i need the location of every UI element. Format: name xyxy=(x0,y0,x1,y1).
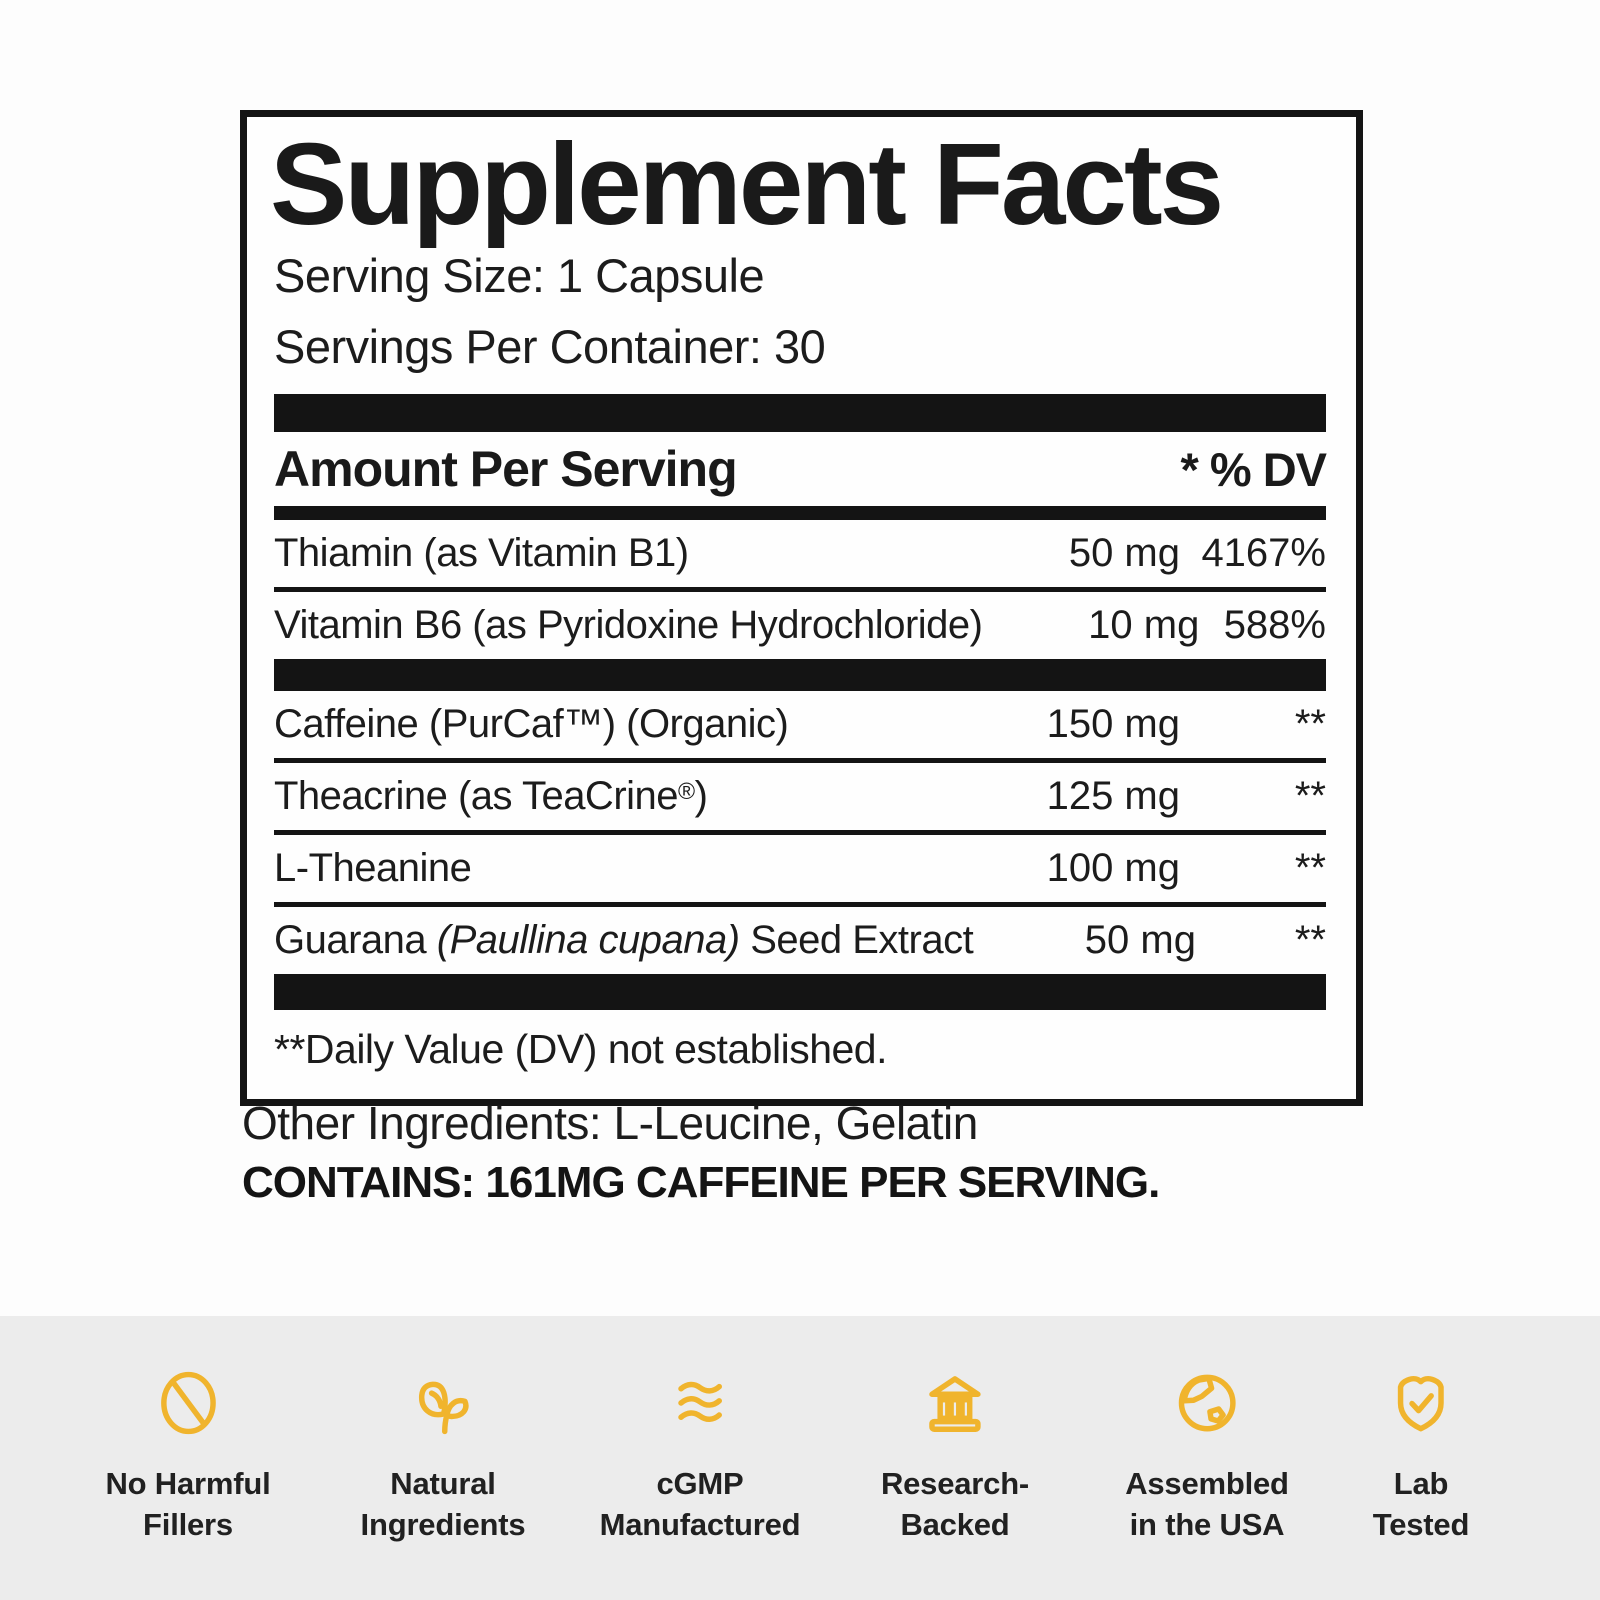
shield-check-icon xyxy=(1386,1368,1456,1438)
badge-label: Research- Backed xyxy=(880,1466,1030,1542)
nutrient-row xyxy=(274,587,1326,659)
nutrient-dv: ** xyxy=(1294,918,1326,963)
column-header-row xyxy=(274,432,1326,506)
section-divider-bar xyxy=(274,659,1326,691)
dv-footnote: **Daily Value (DV) not established. xyxy=(274,1026,887,1073)
panel-title: Supplement Facts xyxy=(270,119,1222,249)
dv-header: * % DV xyxy=(1180,442,1326,496)
serving-size: Serving Size: 1 Capsule xyxy=(274,249,765,303)
nutrient-dv: 588% xyxy=(1223,603,1326,648)
nutrient-amount: 125 mg xyxy=(1046,774,1180,819)
nutrient-row xyxy=(274,758,1326,830)
nutrient-name: Vitamin B6 (as Pyridoxine Hydrochloride) xyxy=(274,603,983,648)
divider-bar-bottom xyxy=(274,974,1326,1010)
badge-label: Lab Tested xyxy=(1372,1466,1470,1542)
nutrient-rows xyxy=(274,520,1326,974)
supplement-facts-panel xyxy=(240,110,1363,1106)
sprout-icon xyxy=(408,1368,478,1438)
badge-lab-tested xyxy=(1373,1368,1469,1546)
nutrient-amount: 150 mg xyxy=(1046,702,1180,747)
divider-bar-medium xyxy=(274,506,1326,520)
badge-assembled-in-usa xyxy=(1125,1368,1289,1546)
nutrient-row xyxy=(274,902,1326,974)
nutrient-amount: 100 mg xyxy=(1046,846,1180,891)
footer-band xyxy=(0,1316,1600,1600)
nutrient-dv: ** xyxy=(1294,774,1326,819)
nutrient-row xyxy=(274,691,1326,758)
nutrient-amount: 50 mg xyxy=(1068,531,1180,576)
nutrient-amount: 10 mg xyxy=(1088,603,1200,648)
nutrient-name: Thiamin (as Vitamin B1) xyxy=(274,531,689,576)
badge-cgmp-manufactured xyxy=(600,1368,801,1546)
nutrient-name: Guarana (Paullina cupana) Seed Extract xyxy=(274,918,974,963)
badge-label: Assembled in the USA xyxy=(1125,1466,1289,1542)
servings-per-container: Servings Per Container: 30 xyxy=(274,319,826,373)
badge-label: Natural Ingredients xyxy=(360,1466,526,1542)
nutrient-name: Caffeine (PurCaf™) (Organic) xyxy=(274,702,789,747)
nutrient-row xyxy=(274,520,1326,587)
nutrient-row xyxy=(274,830,1326,902)
nutrient-dv: 4167% xyxy=(1201,531,1326,576)
nutrient-name: Theacrine (as TeaCrine®) xyxy=(274,774,708,819)
badge-research-backed xyxy=(881,1368,1029,1546)
bank-icon xyxy=(920,1368,990,1438)
divider-bar-thick xyxy=(274,394,1326,432)
globe-icon xyxy=(1172,1368,1242,1438)
badge-label: cGMP Manufactured xyxy=(599,1466,801,1542)
other-ingredients: Other Ingredients: L-Leucine, Gelatin xyxy=(242,1097,978,1149)
nutrient-dv: ** xyxy=(1294,846,1326,891)
no-symbol-icon xyxy=(153,1368,223,1438)
badge-label: No Harmful Fillers xyxy=(105,1466,271,1542)
nutrient-name: L-Theanine xyxy=(274,846,472,891)
amount-per-serving-header: Amount Per Serving xyxy=(274,441,737,498)
badge-no-harmful-fillers xyxy=(105,1368,270,1546)
waves-icon xyxy=(665,1368,735,1438)
nutrient-dv: ** xyxy=(1294,702,1326,747)
contains-statement: CONTAINS: 161MG CAFFEINE PER SERVING. xyxy=(242,1158,1160,1207)
nutrient-amount: 50 mg xyxy=(1084,918,1196,963)
badge-natural-ingredients xyxy=(361,1368,526,1546)
